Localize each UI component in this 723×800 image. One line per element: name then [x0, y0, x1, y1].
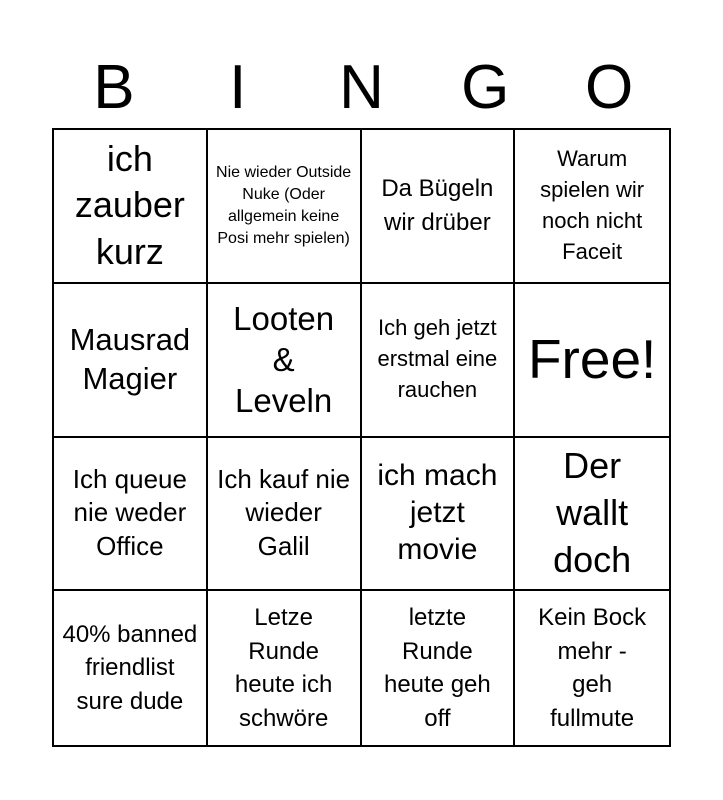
- cell-text: Looten & Leveln: [233, 299, 335, 420]
- bingo-cell-4-1[interactable]: [54, 591, 208, 745]
- bingo-board: [52, 128, 671, 747]
- bingo-cell-2-2[interactable]: [208, 284, 362, 438]
- bingo-cell-1-1[interactable]: [54, 130, 208, 284]
- free-space-label: Free!: [527, 328, 657, 391]
- cell-text: Letze Runde heute ich schwöre: [234, 603, 333, 732]
- cell-text: ich mach jetzt movie: [377, 459, 498, 566]
- header-letter-b: B: [93, 53, 135, 122]
- bingo-cell-3-4[interactable]: [515, 438, 669, 592]
- header-letter-g: G: [461, 53, 510, 122]
- bingo-cell-4-4[interactable]: [515, 591, 669, 745]
- cell-text: Ich geh jetzt erstmal eine rauchen: [377, 315, 498, 403]
- cell-text: Mausrad Magier: [69, 321, 191, 396]
- cell-text: ich zauber kurz: [74, 137, 185, 273]
- cell-text: 40% banned friendlist sure dude: [62, 620, 198, 715]
- cell-text: Da Bügeln wir drüber: [381, 175, 494, 236]
- bingo-cell-4-3[interactable]: [362, 591, 516, 745]
- bingo-cell-free[interactable]: [515, 284, 669, 438]
- bingo-cell-1-3[interactable]: [362, 130, 516, 284]
- header-letter-i: I: [229, 53, 247, 122]
- bingo-cell-1-2[interactable]: [208, 130, 362, 284]
- bingo-cell-4-2[interactable]: [208, 591, 362, 745]
- cell-text: Ich queue nie weder Office: [72, 463, 187, 562]
- cell-text: Kein Bock mehr - geh fullmute: [538, 603, 647, 732]
- bingo-cell-3-1[interactable]: [54, 438, 208, 592]
- cell-text: Nie wieder Outside Nuke (Oder allgemein keine Posi mehr spielen): [216, 163, 352, 247]
- cell-text: Der wallt doch: [553, 445, 632, 580]
- bingo-cell-3-2[interactable]: [208, 438, 362, 592]
- bingo-cell-2-3[interactable]: [362, 284, 516, 438]
- bingo-cell-3-3[interactable]: [362, 438, 516, 592]
- header-letter-o: O: [584, 53, 634, 122]
- bingo-cell-1-4[interactable]: [515, 130, 669, 284]
- cell-text: Ich kauf nie wieder Galil: [217, 463, 351, 562]
- cell-text: letzte Runde heute geh off: [383, 603, 491, 732]
- cell-text: Warum spielen wir noch nicht Faceit: [540, 146, 645, 264]
- header-letter-n: N: [339, 53, 384, 122]
- bingo-header: [52, 48, 671, 128]
- bingo-cell-2-1[interactable]: [54, 284, 208, 438]
